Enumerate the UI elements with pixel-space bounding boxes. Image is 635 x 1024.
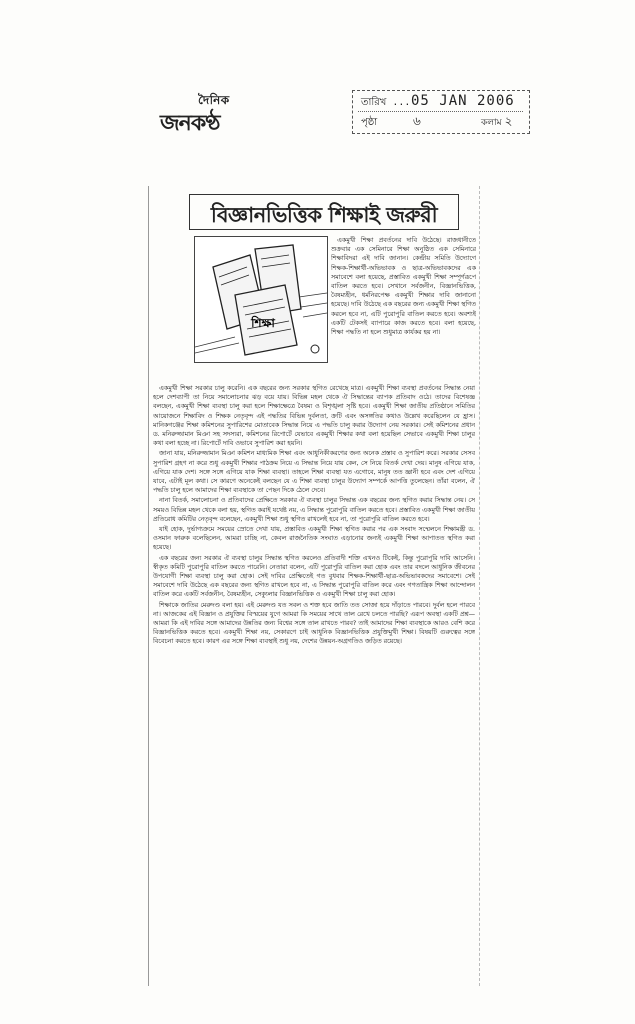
- books-illustration: [194, 236, 328, 363]
- body-paragraph-3: নানা বিতর্ক, সমালোচনা ও প্রতিবাদের প্রেক্ষিতে সরকার ঐ ব্যবস্থা চালুর সিদ্ধান্ত এক বছরের জন্য স্থগিত করার সিদ্ধান্ত নেয়। সে সময়ও বিভিন্ন মহল থেকে বলা হয়, স্থগিত করাই যথেষ্ট নয়, এ সিদ্ধান্ত পুরোপুরি বাতিল করতে হবে। প্রস্তাবিত একমুখী শিক্ষা জাতীয় প্রতিরোধ কমিটির নেতৃবৃন্দ বলেছেন, একমুখী শিক্ষা শুধু স্থগিত রাখলেই হবে না, তা পুরোপুরি বাতিল করতে হবে।: [153, 497, 475, 523]
- stamp-date-label: তারিখ ...: [361, 97, 411, 108]
- stamp-page-label: পৃষ্ঠা: [361, 117, 378, 128]
- body-paragraph-2: জানা যায়, মনিরুজ্জামান মিঞা কমিশন মাধ্যমিক শিক্ষা এবং আধুনিকীকরণের জন্য অনেক প্রস্তাব ও সুপারিশ করে। সরকার সেসব সুপারিশ গ্রহণ না করে শুধু একমুখী শিক্ষার পাঠক্রম নিয়ে এ সিদ্ধান্ত নিয়ে যায় কেন, সে নিয়ে বিতর্ক দেখা দেয়। মানুষ এগিয়ে যাক, এগিয়ে যাক দেশ। সঙ্গে সঙ্গে এগিয়ে যাক শিক্ষা ব্যবস্থা। তাহলে শিক্ষা ব্যবস্থা যত এগোবে, মানুষ তত জ্ঞানী হবে এবং দেশ এগিয়ে যাবে, এটাই মূল কথা। সে কারণে অনেকেই বলছেন যে এ শিক্ষা ব্যবস্থা চালুর উদ্যোগ সম্পর্কে আপত্তি তুলেছেন। তাঁরা বলেন, ঐ পদ্ধতি চালু হলে আমাদের শিক্ষা ব্যবস্থাকে তা পেছন দিকে ঠেলে দেবে।: [153, 450, 475, 495]
- lead-paragraph: একমুখী শিক্ষা প্রবর্তনের দাবি উঠেছে। রাজধানীতে শুক্রবার এক সেমিনারে শিক্ষা অনুষ্ঠিত এক সেমিনারে শিক্ষাবিদরা এই দাবি জানান। কেন্দ্রীয় সমিতি উদ্যোগে শিক্ষক-শিক্ষার্থী-অভিভাবক ও ছাত্র-অভিভাবকদের এক সমাবেশে বলা হয়েছে, প্রস্তাবিত একমুখী শিক্ষা সম্পূর্ণরূপে বাতিল করতে হবে। সেখানে সর্বজনীন, বিজ্ঞানভিত্তিক, বৈষম্যহীন, ধর্মনিরপেক্ষ একমুখী শিক্ষার দাবি জানানো হয়েছে। দাবি উঠেছে এক বছরের জন্য একমুখী শিক্ষা স্থগিত করলে হবে না, এটি পুরোপুরি বাতিল করতে হবে। অবশ্যই একটি টেকসই ব্যাপারে কাজ করতে হবে। বলা হয়েছে, শিক্ষা পদ্ধতি না হলে শুধুমাত্র কার্যকর হয় না।: [331, 237, 476, 337]
- newspaper-masthead: [160, 92, 252, 140]
- body-paragraph-5: এক বছরের জন্য সরকার ঐ ব্যবস্থা চালুর সিদ্ধান্ত স্থগিত করলেও প্রতিবাদী শক্তি এখনও টিকেই, কিন্তু পুরোপুরি দাবি আসেনি। স্বীকৃত কমিটি পুরোপুরি বাতিল করতে পারেনি। নেতারা বলেন, এটি পুরোপুরি বাতিল করা হোক এবং তার বদলে আধুনিক জীবনের উপযোগী শিক্ষা ব্যবস্থা চালু করা হোক। সেই দাবির প্রেক্ষিতেই গত বুধবার শিক্ষক-শিক্ষার্থী-ছাত্র-অভিভাবকদের সমাবেশে। সেই সমাবেশে দাবি উঠেছে এক বছরের জন্য স্থগিত রাখলে হবে না, এ সিদ্ধান্ত পুরোপুরি বাতিল করে এবং গণতান্ত্রিক শিক্ষা আন্দোলন বাতিল করে একটি সর্বজনীন, বৈষম্যহীন, সেক্যুলার বিজ্ঞানভিত্তিক ও একমুখী শিক্ষা চালু করা হোক।: [153, 554, 475, 599]
- date-stamp: [352, 90, 530, 134]
- stamp-column-value: ২: [504, 114, 513, 128]
- stamp-date: 05 JAN 2006: [411, 93, 515, 109]
- masthead-logo: জনকণ্ঠ: [160, 110, 220, 136]
- headline-box: [189, 194, 459, 230]
- illustration-book-label: শিক্ষা: [251, 316, 275, 330]
- stamp-divider: [358, 111, 523, 112]
- books-drawing-icon: [195, 237, 327, 362]
- stamp-column-number: [481, 113, 512, 133]
- stamp-page-number: ৬: [413, 114, 421, 128]
- body-paragraph-4: যাই হোক, দুর্ভাগ্যক্রমে সময়ের স্রোতে দেখা যায়, প্রস্তাবিত একমুখী শিক্ষা স্থগিত করার পর এক সংবাদ সম্মেলনে শিক্ষামন্ত্রী ড. ওসমান ফারুক বলেছিলেন, আমরা চাচ্ছি না, কেবল রাজনৈতিক সংঘাত এড়ানোর জন্যই একমুখী শিক্ষা আপাতত স্থগিত করা হয়েছে।: [153, 526, 475, 552]
- masthead-daily-label: দৈনিক: [198, 93, 230, 107]
- body-paragraph-1: একমুখী শিক্ষা সরকার চালু করেনি। এক বছরের জন্য সরকার স্থগিত রেখেছে মাত্র। একমুখী শিক্ষা ব্যবস্থা প্রবর্তনের সিদ্ধান্ত নেয়া হলে দেশব্যাপী তা নিয়ে সমালোচনার ঝড় বয়ে যায়। বিভিন্ন মহল থেকে ঐ সিদ্ধান্তের ব্যাপক প্রতিবাদ ওঠে। তাদের বিশেষজ্ঞ বলছেন, একমুখী শিক্ষা ব্যবস্থা চালু করা হলে শিক্ষাক্ষেত্রে বৈষম্য ও বিশৃঙ্খলা সৃষ্টি হবে। একমুখী শিক্ষা জাতীয় প্রতিষ্ঠানে সমিতির আয়োজনে শিক্ষাবিদ ও শিক্ষক নেতৃবৃন্দ এই পদ্ধতির বিভিন্ন দুর্বলতা, ক্রটি এবং অসঙ্গতির কথাও উল্লেখ করেছিলেন যে হ্রাস। মানিকগঞ্জের শিক্ষা কমিশনের সুপারিশের মোতাবেক সিদ্ধান্ত নিয়ে এ পদ্ধতি চালু করার উদ্যোগ নেয় সরকার। সেই কমিশনের প্রধান ড. মনিরুজ্জামান মিঞা সহ সদস্যরা, কমিশনের রিপোর্টে যেভাবে একমুখী শিক্ষার কথা বলা হয়েছিল সেভাবে একমুখী শিক্ষা চালুর কথা বলা হচ্ছে না। রিপোর্টে দাবি ওভাবে সুপারিশ করা হয়নি।: [153, 385, 475, 448]
- stamp-column-label: কলাম: [481, 118, 502, 128]
- body-paragraph-6: শিক্ষাকে জাতির মেরুদণ্ড বলা হয়। এই মেরুদণ্ড যত সবল ও শক্ত হবে জাতি তত সোজা হয়ে দাঁড়াতে পারবে। দুর্বল হলে পারবে না। আজকের এই বিজ্ঞান ও প্রযুক্তির বিস্ময়ের যুগে আমরা কি সময়ের সাথে তাল রেখে চলতে পারছি? এরূপ অবস্থা একটি প্রশ্ন—আমরা কি এই দাবির সঙ্গে আমাদের উন্নতির জন্য বিশ্বের সঙ্গে তাল রাখতে পারব? তাই আমাদের শিক্ষা ব্যবস্থাকে আরও বেশি করে বিজ্ঞানভিত্তিক করতে হবে। একমুখী শিক্ষা নয়, সেকারণে চাই আধুনিক বিজ্ঞানভিত্তিক প্রযুক্তিমুখী শিক্ষা। বিষয়টি গুরুত্বের সঙ্গে বিবেচনা করতে হবে। কারণ এর সঙ্গে শিক্ষা ব্যবস্থাই শুধু নয়, দেশের উন্নয়ন-অগ্রগতিও জড়িত রয়েছে।: [153, 601, 475, 646]
- body-column: [153, 384, 475, 954]
- article-clipping: [148, 186, 480, 986]
- article-headline: বিজ্ঞানভিত্তিক শিক্ষাই জরুরী: [210, 202, 438, 227]
